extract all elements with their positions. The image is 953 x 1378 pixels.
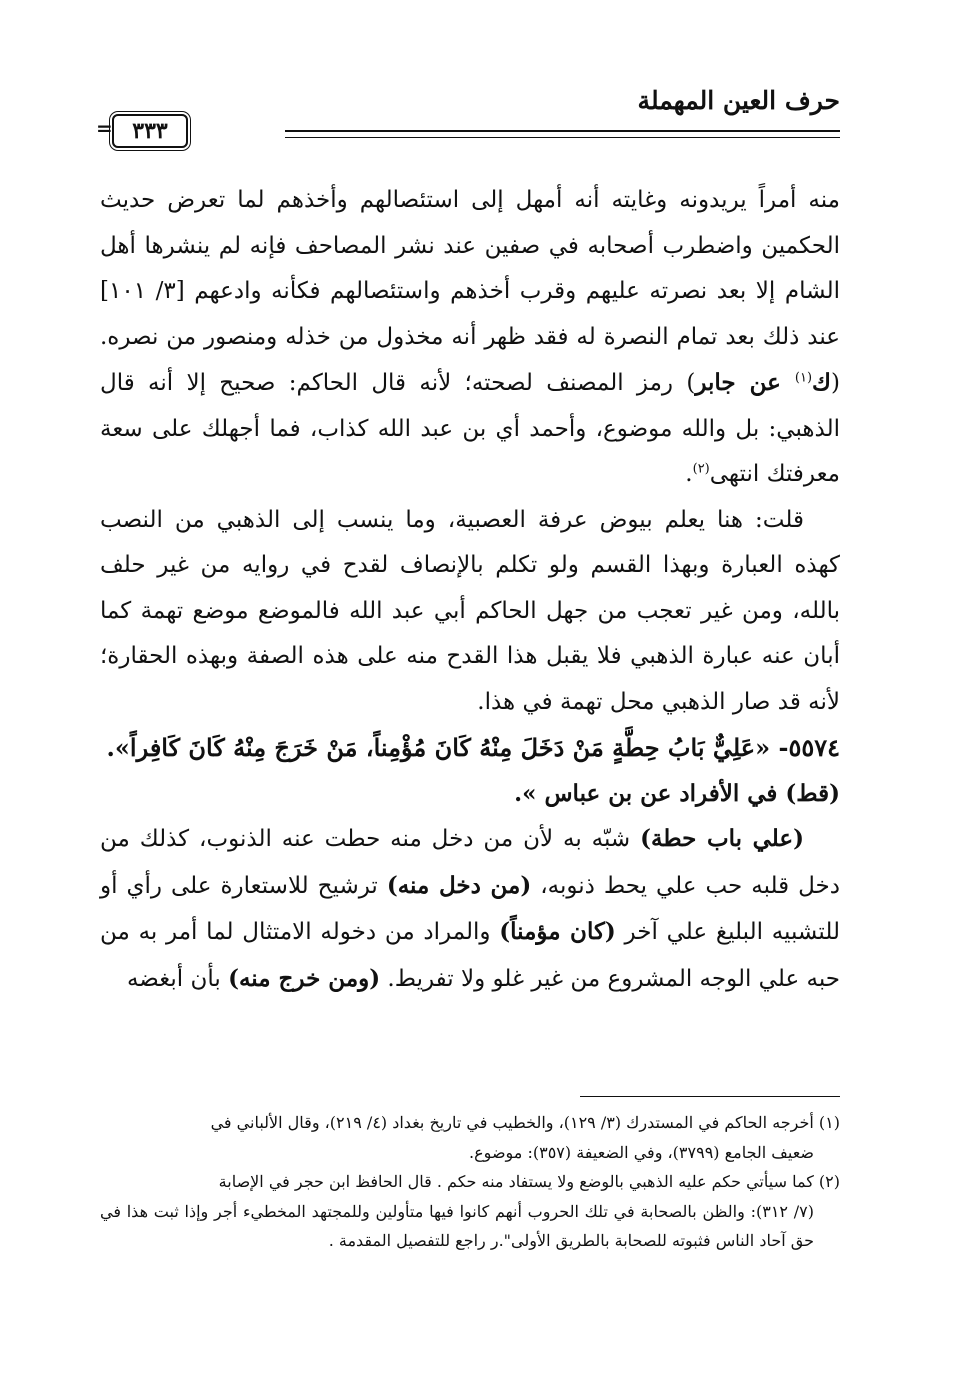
header-rule xyxy=(285,130,840,138)
text-fragment: شبّه به لأن من دخل منه حطت عنه الذنوب، كذلك من xyxy=(100,826,641,852)
page-number: ٣٣٣ xyxy=(132,118,168,144)
text-fragment: دخل قلبه حب علي يحط ذنوبه، xyxy=(531,872,841,899)
commentary-lemma: (كان مؤمناً) xyxy=(499,918,616,945)
text-line: أبان عنه عبارة الذهبي فلا يقبل هذا القدح منه على هذه الصفة وبهذه الحقارة؛ xyxy=(100,643,840,669)
source-code: ك xyxy=(812,369,832,396)
footnote-2-cont xyxy=(100,1197,840,1256)
hadith-source xyxy=(100,771,840,817)
footnote-line: (٢) كما سيأتي حكم عليه الذهبي بالوضع ولا يستفاد منه حكم . قال الحافظ ابن حجر في الإصابة xyxy=(218,1172,840,1191)
hadith-entry xyxy=(100,725,840,771)
text-line: منه أمراً يريدونه وغايته أنه أمهل إلى استئصالهم وأخذهم لما تعرض حديث xyxy=(100,187,840,213)
text-fragment: أجهلك على سعة معرفتك انتهى xyxy=(100,415,840,487)
text-fragment: . xyxy=(685,461,693,487)
paragraph-3 xyxy=(100,816,840,1002)
text-line: الحكمين واضطرب أصحابه في صفين عند نشر المصاحف فإنه لم ينشرها أهل xyxy=(100,232,840,259)
text-fragment: والمراد من دخوله الامتثال لما أمر به من xyxy=(100,919,500,945)
footnote-ref-2[interactable]: (٢) xyxy=(692,461,710,477)
text-line: كهذه العبارة وبهذا القسم ولو تكلم بالإنصاف لقدح في روايه من غير حلف xyxy=(100,552,840,578)
paragraph-1 xyxy=(100,178,840,498)
footnotes xyxy=(100,1108,840,1256)
text-line: الشام إلا بعد نصرته عليهم وقرب أخذهم واستئصالهم فكأنه وادعهم xyxy=(194,278,841,304)
main-text xyxy=(100,178,840,1002)
footnote-1-cont xyxy=(100,1138,840,1168)
text-line: صحيح إلا أنه قال الذهبي: بل والله موضوع، وأحمد أي بن عبد الله كذاب، فما xyxy=(100,370,840,442)
chapter-title: حرف العين المهملة xyxy=(637,86,840,115)
narrator-name: عن جابر xyxy=(695,369,795,396)
text-fragment: ترشيح للاستعارة على رأي أو xyxy=(100,872,387,899)
commentary-lemma: (من دخل منه) xyxy=(386,871,532,899)
footnote-line: وإذا ثبت هذا في حق آحاد الناس فثبوته للصحابة بالطريق الأولى".ر راجع للتفصيل المقدمة . xyxy=(100,1201,814,1250)
hadith-source-text: (قط) في الأفراد عن بن عباس ». xyxy=(514,779,840,807)
page-number-mark: = xyxy=(96,116,113,140)
text-line: لأنه قد صار الذهبي محل تهمة في هذا. xyxy=(477,688,840,715)
text-fragment: للتشبيه البليغ علي آخر xyxy=(615,919,840,945)
footnote-2 xyxy=(100,1167,840,1197)
text-fragment: بأن أبغضه xyxy=(126,965,229,992)
commentary-lemma: (ومن خرج منه) xyxy=(228,964,381,992)
footnote-1 xyxy=(100,1108,840,1138)
page-number-frame xyxy=(112,114,188,148)
paragraph-2 xyxy=(100,498,840,726)
text-fragment: حبه علي الوجه المشروع من غير غلو ولا تفريط. xyxy=(380,965,840,992)
text-line: قلت: هنا يعلم بيوض عرفة العصبية، وما ينسب إلى الذهبي من النصب xyxy=(100,506,804,533)
text-fragment: ومنصور من نصره. ( xyxy=(100,323,840,396)
footnote-ref-1[interactable]: (١) xyxy=(794,370,813,386)
hadith-text: ٥٥٧٤- «عَلِيٌّ بَابُ حِطَّةٍ مَنْ دَخَلَ مِنْهُ كَانَ مُؤْمِناً، مَنْ خَرَجَ مِنْهُ كَانَ كَافِراً». xyxy=(106,733,840,762)
running-header xyxy=(96,78,840,148)
book-page xyxy=(96,78,841,1318)
footnote-line: (١) أخرجه الحاكم في المستدرك (٣/ ١٢٩)، والخطيب في تاريخ بغداد (٤/ ٢١٩)، وقال الألباني في xyxy=(210,1113,840,1132)
text-fragment: ) رمز المصنف لصحته؛ لأنه قال الحاكم: xyxy=(288,370,696,396)
footnote-rule xyxy=(580,1096,840,1097)
text-line: [٣/ ١٠١] عند ذلك بعد تمام النصرة له فقد ظهر أنه مخذول من خذله xyxy=(100,278,841,350)
commentary-lemma: (علي باب حطة) xyxy=(640,825,804,852)
text-line: بالله، ومن غير تعجب من جهل الحاكم أبي عبد الله فالموضع موضع تهمة كما xyxy=(100,597,840,624)
footnote-line: (٧/ ٣١٢): والظن بالصحابة في تلك الحروب أنهم كانوا فيها متأولين وللمجتهد المخطيء أجر xyxy=(214,1201,815,1221)
footnote-line: ضعيف الجامع (٣٧٩٩)، وفي الضعيفة (٣٥٧): موضوع. xyxy=(469,1142,814,1162)
